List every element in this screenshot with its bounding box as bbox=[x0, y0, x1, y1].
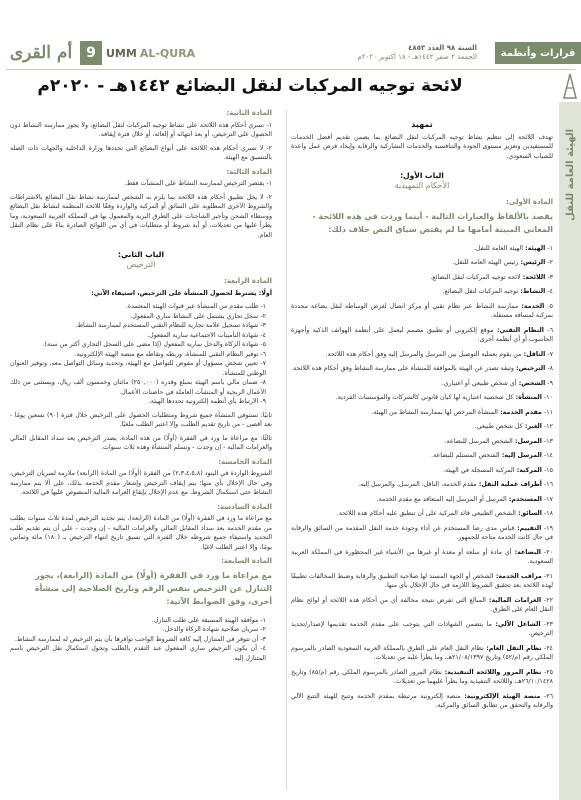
definition-text: كل شخص طبيعي. bbox=[474, 423, 523, 430]
article-4-item: ١- طلب مقدم من المنشأة عبر قنوات الهيئة المعتمدة. bbox=[125, 303, 266, 310]
article-7-item: ١- موافقة الهيئة المسبقة على طلب التنازل. bbox=[151, 616, 266, 624]
definition-term: المركبة: bbox=[514, 466, 542, 474]
definition-item bbox=[291, 437, 553, 447]
definition-item bbox=[291, 692, 553, 711]
definition-term: الغرامات المالية: bbox=[485, 596, 542, 604]
definition-text: منصة إلكترونية مرتبطة بمقدم الخدمة وتتيح للهيئة التتبع الآلي والرقابة والتحقق من تطابق السائق والمركبة. bbox=[291, 692, 553, 709]
definition-item bbox=[291, 548, 553, 567]
definition-term: المرسل: bbox=[512, 437, 542, 445]
definition-text: الشخص المرسل للبضاعة. bbox=[444, 437, 513, 445]
article-2-heading: المادة الثانية: bbox=[226, 109, 272, 117]
definition-item bbox=[291, 495, 553, 505]
sidebar-label-text: الهيئة العامة للنقل bbox=[564, 129, 576, 221]
article-7-intro: مع مراعاة ما ورد في الفقرة (أولًا) من المادة (الرابعة)، يجوز التنازل عن الترخيص بنفس الرقم وتاريخ الصلاحية إلى منشأة أخرى، وفق الضوابط الآتية: bbox=[34, 570, 272, 606]
definition-term: أطراف عملية النقل: bbox=[476, 481, 542, 488]
definition-item bbox=[291, 350, 553, 360]
definition-number: ٢٣- bbox=[540, 620, 554, 628]
article-4-item: ٢- سجل تجاري يشتمل على النشاط ساري المفعول. bbox=[130, 312, 266, 320]
definition-text: الشخص أو الجهة المسند لها صلاحية التطبيق والرقابة وضبط المخالفات تطبيقًا لهذه اللائحة بعد تحقيق الشروط اللازمة في حال الإخلال بأي منها. bbox=[291, 572, 553, 589]
article-4-item: ٩- الارتباط بأي أنظمة إلكترونية تحددها الهيئة. bbox=[148, 398, 266, 405]
definition-number: ٢٠- bbox=[540, 548, 553, 556]
definition-item bbox=[291, 302, 553, 321]
article-3-item: ١- يقتصر الترخيص لممارسة النشاط على المنشآت فقط. bbox=[124, 180, 272, 187]
definition-number: ١- bbox=[545, 244, 553, 252]
article-4-item: ٣- شهادة تسجيل علامة تجارية للنظام التقني المستخدم لممارسة النشاط. bbox=[75, 322, 266, 329]
article-4-item: ٥- شهادة الزكاة والدخل سارية المفعول (إذا مضى على السجل التجاري أكثر من سنة). bbox=[42, 341, 266, 348]
definition-item bbox=[291, 644, 553, 663]
definition-number: ١٥- bbox=[541, 466, 553, 474]
article-7-heading: المادة السابعة: bbox=[221, 557, 272, 565]
definition-text: أي شخص طبيعي أو اعتباري. bbox=[441, 379, 517, 387]
article-2-item: ٢- لا تسري أحكام هذه اللائحة على أنواع البضائع التي تحددها وزارة الداخلية والجهات ذات الصلة بالتنسيق مع الهيئة. bbox=[10, 144, 272, 161]
definition-term: البضاعة: bbox=[511, 548, 541, 556]
definition-item bbox=[291, 596, 553, 615]
article-4-item: ٧- تعيين شخص مسؤول أو مفوض للتواصل مع الهيئة، وتحديد وسائل التواصل معه، وتوفير العنوان الوطني للمنشأة. bbox=[10, 360, 266, 377]
article-4-second: ثانيًا: تستوفي المنشأة جميع شروط ومتطلبات الحصول على الترخيص خلال فترة (٩٠) تسعين يومًا - بعد أقصى - من تاريخ تقديم الطلب، وإلا اعتبر الطلب ملغيًا. bbox=[10, 411, 272, 428]
definition-text: نظام النقل العام على الطرق بالمملكة العربية السعودية الصادر بالمرسوم الملكي رقم (م/٥٢) وتاريخ ٢١/٠٨/١٣٩٧هـ، وما يطرأ عليه من تعديلات. bbox=[291, 644, 553, 661]
definition-text: توجيه المركبات لنقل البضائع. bbox=[442, 288, 519, 295]
issue-info bbox=[257, 44, 477, 62]
definition-item bbox=[291, 408, 553, 418]
definition-text: نظام المرور الصادر بالمرسوم الملكي رقم (م/٨٥) وتاريخ ٢٦/١٠/١٤٢٨هـ، واللائحة التنفيذية وما يطرأ عليهما من تعديلات. bbox=[291, 668, 553, 685]
definition-term: الناقل: bbox=[521, 350, 546, 358]
article-7-item: ٣- أن تتوفر في المتنازل إليه كافة الشروط الواجب توافرها بأن يتم الترخيص له لممارسة النشاط. bbox=[14, 635, 266, 643]
definitions-list bbox=[291, 244, 553, 711]
definition-number: ٢- bbox=[545, 259, 553, 266]
definition-number: ١٩- bbox=[541, 524, 553, 532]
definition-text: قياس مدى رضا المستخدم عن أداء وجودة خدمة النقل المقدمة من السائق والرقابة في حال كانت الخدمة متاحة للجمهور. bbox=[291, 524, 553, 541]
definition-term: المنشأة: bbox=[513, 394, 542, 401]
definition-item bbox=[291, 451, 553, 461]
sidebar-label bbox=[559, 110, 581, 240]
article-7-item: ٢- سريان صلاحية شهادة الزكاة والدخل. bbox=[162, 626, 266, 633]
column-divider bbox=[286, 110, 287, 790]
article-5-heading: المادة الخامسة: bbox=[218, 457, 272, 466]
tamhid-heading: تمهيد bbox=[411, 120, 433, 129]
definition-term: التقييم: bbox=[514, 524, 542, 532]
logo-english bbox=[106, 41, 195, 65]
article-3-heading: المادة الثالثة: bbox=[226, 167, 272, 176]
bab1-subtitle: الأحكام التمهيدية bbox=[394, 180, 450, 190]
definition-term: المرسل إليه: bbox=[499, 452, 542, 459]
definition-number: ٦- bbox=[543, 326, 553, 334]
definition-text: وثيقة تصدر عن الهيئة بالموافقة للمنشأة على ممارسة النشاط وفق أحكام هذه اللائحة. bbox=[291, 365, 514, 372]
definition-item bbox=[291, 422, 553, 432]
logo-en-alqura: AL-QURA bbox=[139, 46, 196, 60]
definition-item bbox=[291, 509, 553, 519]
logo-arabic: أم القرى bbox=[9, 43, 73, 63]
definition-item bbox=[291, 620, 553, 639]
definition-term: المستخدم: bbox=[506, 495, 542, 503]
definition-number: ١٦- bbox=[541, 481, 553, 488]
definition-item bbox=[291, 326, 553, 345]
definition-term: الغير: bbox=[522, 423, 542, 430]
definition-number: ١٠- bbox=[541, 394, 553, 401]
definition-item bbox=[291, 287, 553, 297]
article-7-item: ٤- أن يكون الترخيص ساري المفعول عند التقدم بالطلب وتحول استكمال نقل الترخيص باسم المتنازل إليه. bbox=[10, 645, 266, 662]
tamhid-text: تهدف اللائحة إلى تنظيم نشاط توجيه المركبات لنقل البضائع بما يضمن تقديم أفضل الخدمات للمستفيدين وتعزيز مستوى الجودة والتنافسية والخدمات التشاركية والرقابة وإيجاد فرص عمل واعدة للشباب السعودي. bbox=[291, 133, 553, 160]
article-4-item: ٨- ضمان مالي باسم الهيئة بمبلغ وقدره (٢٥٠,٠٠٠) مائتان وخمسون ألف ريال، ويستثنى من ذلك الأعمال الربحية أو المنشآت العاملة في حاضنات الأعمال. bbox=[10, 379, 266, 396]
definition-text: رئيس الهيئة العامة للنقل. bbox=[452, 259, 519, 266]
definition-text: موقع إلكتروني أو تطبيق مصمم ليعمل على أنظمة الهواتف الذكية وأجهزة الحاسوب أو أي أنظمة أخرى. bbox=[291, 326, 553, 343]
left-column bbox=[10, 104, 272, 663]
definition-text: الشخص المستلم للبضاعة. bbox=[431, 452, 500, 459]
definition-term: نظام النقل العام: bbox=[483, 644, 542, 652]
definition-item bbox=[291, 572, 553, 591]
definition-text: كل شخصية اعتبارية لها كيان قانوني كالشركات والمؤسسات الفردية. bbox=[335, 394, 514, 401]
definition-text: من يقوم بعملية التوصيل بين المرسل والمرسل إليه وفق أحكام هذه اللائحة. bbox=[325, 350, 522, 358]
definition-text: المنشأة المرخص لها بممارسة النشاط من الهيئة. bbox=[371, 408, 498, 416]
definition-number: ١١- bbox=[541, 408, 553, 416]
definition-item bbox=[291, 393, 553, 403]
article-6-heading: المادة السادسة: bbox=[217, 502, 272, 511]
definition-term: الشخص: bbox=[516, 379, 546, 387]
article-4-third: ثالثًا: مع مراعاة ما ورد في الفقرة (أولًا) من هذه المادة، يصدر الترخيص بعد سداد المقابل المالي والغرامات المالية - إن وجدت - وتسلم المنشأة وهذه ثلاث سنوات. bbox=[10, 434, 272, 451]
header-rule bbox=[6, 69, 575, 70]
definition-term: الترخيص: bbox=[513, 365, 546, 372]
authority-logo-icon bbox=[561, 70, 579, 100]
definition-number: ١٧- bbox=[541, 495, 553, 503]
definition-item bbox=[291, 273, 553, 283]
top-strip bbox=[0, 0, 581, 10]
article-6-text: مع مراعاة ما ورد في الفقرة (أولًا) من المادة (الرابعة)، يتم تجديد الترخيص لمدة ثلاث سنوات بطلب من مقدم الخدمة بعد سداد المقابل المالي والغرامات المالية - إن وجدت - على أن يتم تقديم طلب التجديد واستيفاء جميع شروطه خلال الفترة التي تسبق تاريخ انتهاء الترخيص بـ (١٨٠) مائة وثمانين يومًا، وإلا اعتبر الطلب لاغيًا. bbox=[10, 515, 272, 551]
definition-number: ٢١- bbox=[541, 572, 553, 580]
article-4-heading: المادة الرابعة: bbox=[224, 277, 272, 285]
definition-text: لائحة توجيه المركبات لنقل البضائع. bbox=[430, 273, 521, 281]
definition-text: المركبة المسجلة في الهيئة. bbox=[442, 466, 515, 474]
definition-term: الشاغل الآلي: bbox=[491, 620, 541, 628]
definition-term: نظام المرور واللائحة التنفيذية: bbox=[441, 668, 542, 676]
page-number: 9 bbox=[80, 41, 102, 65]
article-1-heading: المادة الأولى: bbox=[506, 198, 553, 206]
definition-term: مراقب الخدمة: bbox=[493, 572, 542, 580]
definition-term: النظام التقني: bbox=[493, 326, 544, 334]
definition-term: منصة الهيئة الإلكترونية: bbox=[460, 692, 541, 700]
definition-number: ١٢- bbox=[541, 423, 553, 430]
definition-term: الهيئة: bbox=[522, 244, 546, 252]
definition-term: اللائحة: bbox=[520, 273, 546, 281]
article-4-item: ٦- توفير النظام التقني للمنشأة، وربطه ونقاطه مع منصة الهيئة الإلكترونية. bbox=[74, 350, 266, 358]
definition-text: الهيئة العامة للنقل. bbox=[473, 244, 523, 252]
issue-number: السنة ٩٨ العدد ٤٨٥٣ bbox=[408, 44, 477, 52]
bab1-title: الباب الأول: bbox=[400, 171, 444, 180]
definition-item bbox=[291, 524, 553, 543]
bab2-title: الباب الثاني: bbox=[117, 250, 165, 259]
definition-number: ٤- bbox=[545, 288, 553, 295]
definition-item bbox=[291, 258, 553, 268]
article-3-item: ٢- لا يخل تطبيق أحكام هذه اللائحة بما يلزم به الشخص لممارسة نشاط نقل البضائع بالاشتراطات والشروط الأخرى المطلوبة على السائق أو المركبة والواردة وفقًا للائحة المنظمة لنشاط نقل البضائع ووسطاء الشحن وتأجير الشاحنات على الطرق البرية والمعمول بها في المملكة العربية السعودية، وما يطرأ عليها من تعديلات، أو أية شروط أو متطلبات في أي من اللوائح الصادرة بناءً على نظام النقل العام. bbox=[10, 193, 272, 239]
article-4-first: أولًا: يشترط لحصول المنشأة على الترخيص، استيفاء الآتي: bbox=[91, 289, 272, 297]
definition-term: مقدم الخدمة: bbox=[497, 408, 542, 416]
article-2-item: ١- تسري أحكام هذه اللائحة على نشاط توجيه المركبات لنقل البضائع، ولا يجوز ممارسة النشاط دون الحصول على الترخيص، أو بعد انتهائه أو إلغائه، أو خلال فترة إيقافه. bbox=[10, 121, 272, 138]
definition-number: ١٨- bbox=[541, 510, 553, 517]
definition-text: ما يتضمن الشهادات التي يتوجب على مقدم الخدمة تقديمها لإصدار/تجديد الترخيص. bbox=[291, 620, 553, 637]
logo-en-umm: UMM bbox=[106, 46, 137, 60]
definition-number: ١٣- bbox=[541, 437, 553, 445]
definition-term: النشاط: bbox=[518, 288, 546, 295]
definition-number: ٩- bbox=[545, 379, 553, 387]
definition-number: ٢٥- bbox=[541, 668, 553, 676]
definition-item bbox=[291, 379, 553, 389]
definition-number: ٢٤- bbox=[541, 644, 553, 652]
definition-item bbox=[291, 668, 553, 687]
definition-term: الرئيس: bbox=[518, 259, 546, 266]
definition-text: الشخص الطبيعي قائد المركبة على أن تنطبق عليه أحكام هذه اللائحة. bbox=[336, 510, 516, 517]
right-column bbox=[291, 104, 553, 716]
definition-number: ٨- bbox=[545, 365, 553, 372]
definition-item bbox=[291, 364, 553, 374]
article-5-text: الشروط الواردة في البنود (٢،٣،٤،٥،٨) من الفقرة (أولًا) من المادة (الرابعة) ملازمة لسريان الترخيص، وفي حال الإخلال بأي منها؛ يتم إيقاف الترخيص وإشعار مقدم الخدمة بذلك، على ألا يتم ممارسة النشاط حتى استكمال الشروط، مع عدم الإخلال بإيقاع الغرامة المالية المنصوص عليها في اللائحة. bbox=[10, 470, 272, 496]
article-4-item: ٤- شهادة التأمينات الاجتماعية سارية المفعول. bbox=[147, 331, 266, 339]
definition-number: ٧- bbox=[545, 350, 553, 358]
definition-text: المرسل أو المرسل إليه المتعاقد مع مقدم الخدمة. bbox=[376, 495, 507, 503]
issue-date: الجمعة ٢ صفر ١٤٤٢هـ - ١٨ أكتوبر ٢٠٢٠م bbox=[357, 53, 477, 61]
definition-text: ممارسة النشاط عبر نظام تقني أو مركز اتصال لغرض الوساطة لنقل بضاعة محددة بمركبة لمسافة مستقلة. bbox=[291, 302, 553, 319]
definition-number: ٢٦- bbox=[540, 692, 553, 700]
definition-term: الخدمة: bbox=[518, 302, 545, 310]
page-title: لائحة توجيه المركبات لنقل البضائع ١٤٤٢هـ - ٢٠٢٠م bbox=[37, 76, 463, 96]
definition-number: ٢٢- bbox=[541, 596, 553, 604]
definition-text: أي مادة أو سلعة أو معدة أو غيرها من الأشياء غير المحظورة في المملكة العربية السعودية. bbox=[291, 548, 553, 565]
definition-item bbox=[291, 466, 553, 476]
definition-item bbox=[291, 244, 553, 254]
definitions-intro: يقصد بالألفاظ والعبارات التالية - أينما وردت في هذه اللائحة - المعاني المبينة أمامها ما لم يقتض سياق النص خلاف ذلك: bbox=[312, 211, 553, 234]
definition-number: ٣- bbox=[545, 273, 553, 281]
definition-term: السائق: bbox=[515, 510, 542, 517]
definition-text: المبالغ التي تفرض نتيجة مخالفة أي من أحكام هذه اللائحة أو لوائح نظام النقل العام على الطرق. bbox=[291, 596, 553, 613]
section-badge: قرارات وأنظمة bbox=[495, 42, 581, 64]
definition-item bbox=[291, 480, 553, 490]
definition-text: مقدم الخدمة، الناقل، المرسل، والمرسل إليه. bbox=[358, 481, 477, 488]
bab2-subtitle: الترخيص bbox=[126, 259, 156, 269]
definition-number: ١٤- bbox=[541, 452, 553, 459]
definition-number: ٥- bbox=[544, 302, 553, 310]
